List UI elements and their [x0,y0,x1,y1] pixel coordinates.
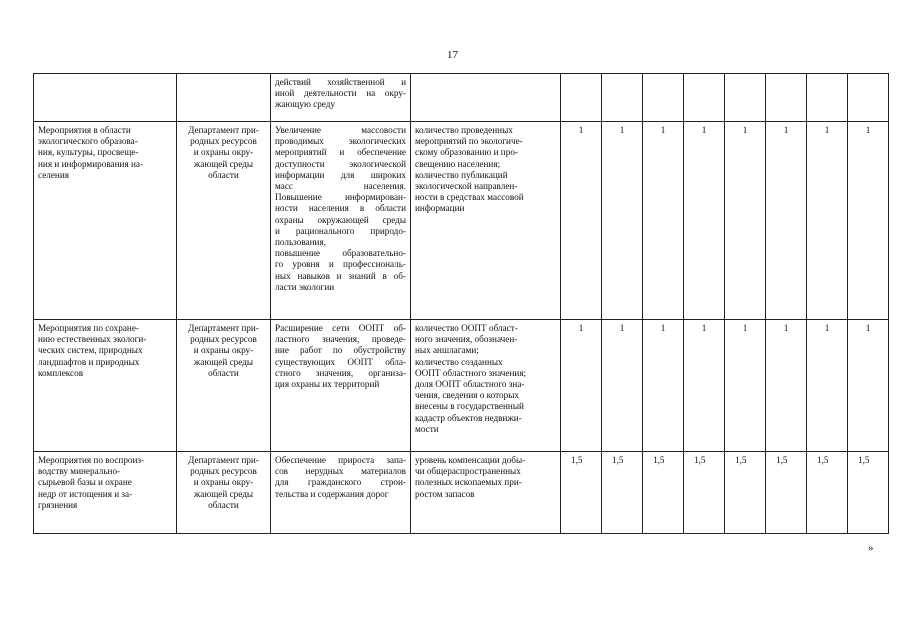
value-cell: 1 [848,320,889,452]
value-cell [807,74,848,122]
value-cell [848,74,889,122]
value-cell [684,74,725,122]
cell-text-line: жающей среды [193,158,254,169]
value-cell: 1 [684,320,725,452]
cell-text-line: ния, культуры, просвеще- [38,147,139,158]
cell-text-line: ных навыков и знаний в об- [275,270,406,281]
value-cell: 1 [766,320,807,452]
cell-text-line: родных ресурсов [190,466,257,477]
value-cell [725,74,766,122]
cell-text-line: нию естественных экологи- [38,334,147,345]
table-row [34,452,889,534]
cell-text-line: информации [415,203,465,214]
activity-cell [34,122,177,320]
cell-text-line: доля ООПТ областного зна- [415,379,525,390]
executor-cell [177,74,271,122]
result-cell [271,320,411,452]
activity-cell [34,74,177,122]
value-cell: 1 [561,320,602,452]
result-cell [271,74,411,122]
cell-text-line: экологической направлен- [415,181,518,192]
executor-cell [177,122,271,320]
cell-text-line: Департамент при- [188,455,259,465]
cell-text-line: комплексов [38,367,84,378]
cell-text-line: ческих систем, природных [38,345,143,356]
indicator-cell [411,122,561,320]
value-cell: 1 [602,320,643,452]
cell-text-line: области [208,499,239,510]
result-cell [271,452,411,534]
cell-text-line: ласти экологии [275,281,335,292]
cell-text-line: повышение образовательно- [275,248,406,259]
table-row [34,122,889,320]
cell-text-line: ландшафтов и природных [38,356,140,367]
value-cell: 1 [848,122,889,320]
cell-text-line: мости [415,423,439,434]
cell-text-line: Расширение сети ООПТ об- [275,323,406,333]
cell-text-line: ластного значения, проведе- [275,334,406,345]
cell-text-line: области [208,367,239,378]
executor-cell [177,452,271,534]
cell-text-line: чения, сведения о которых [415,390,519,401]
cell-text-line: количество созданных [415,356,503,367]
cell-text-line: существующих ООПТ обла- [275,356,406,367]
value-cell: 1 [643,320,684,452]
indicator-cell [411,74,561,122]
cell-text-line: свещению населения; [415,158,501,169]
cell-text-line: ности в средствах массовой [415,192,524,203]
value-cell [766,74,807,122]
cell-text-line: проводимых экологических [275,136,406,147]
cell-text-line: экологического образова- [38,136,138,147]
result-cell [271,122,411,320]
cell-text-line: иной деятельности на окру- [275,88,406,99]
cell-text-line: и охраны окру- [193,477,254,488]
cell-text-line: ного значения, обозначен- [415,334,518,345]
cell-text-line: Департамент при- [188,125,259,135]
value-cell: 1,5 [766,452,807,534]
cell-text-line: родных ресурсов [190,334,257,345]
value-cell: 1 [766,122,807,320]
cell-text-line: родных ресурсов [190,136,257,147]
indicator-cell [411,320,561,452]
cell-text-line: жающей среды [193,356,254,367]
cell-text-line: жающую среду [275,99,336,110]
cell-text-line: Повышение информирован- [275,192,406,203]
cell-text-line: ности населения в области [275,203,406,214]
cell-text-line: скому образованию и про- [415,147,518,158]
executor-cell [177,320,271,452]
value-cell: 1,5 [848,452,889,534]
value-cell: 1,5 [602,452,643,534]
indicator-cell [411,452,561,534]
cell-text-line: селения [38,169,69,180]
cell-text-line: Департамент при- [188,323,259,333]
cell-text-line: доступности экологической [275,158,406,169]
cell-text-line: мероприятий и обеспечение [275,147,406,158]
cell-text-line: количество ООПТ област- [415,323,518,333]
continuation-mark: » [868,542,874,554]
table-row [34,320,889,452]
cell-text-line: полезных ископаемых при- [415,477,522,488]
value-cell: 1,5 [643,452,684,534]
cell-text-line: действий хозяйственной и [275,77,406,87]
cell-text-line: кадастр объектов недвижи- [415,412,522,423]
cell-text-line: масс населения. [275,181,406,192]
cell-text-line: жающей среды [193,488,254,499]
table-body [34,74,889,534]
cell-text-line: Мероприятия в области [38,125,131,135]
value-cell: 1,5 [684,452,725,534]
cell-text-line: Увеличение массовости [275,125,406,135]
cell-text-line: ния и информирования на- [38,158,144,169]
cell-text-line: внесены в государственный [415,401,524,412]
cell-text-line: ООПТ областного значения; [415,367,527,378]
value-cell: 1 [602,122,643,320]
value-cell [561,74,602,122]
cell-text-line: недр от истощения и за- [38,488,133,499]
cell-text-line: ных аншлагами; [415,345,479,356]
cell-text-line: чи общераспространенных [415,466,521,477]
cell-text-line: мероприятий по экологиче- [415,136,523,147]
value-cell: 1 [643,122,684,320]
value-cell: 1,5 [725,452,766,534]
value-cell [643,74,684,122]
cell-text-line: сырьевой базы и охране [38,477,132,488]
cell-text-line: ние работ по обустройству [275,345,406,356]
value-cell: 1 [725,320,766,452]
cell-text-line: области [208,169,239,180]
table-row [34,74,889,122]
cell-text-line: охраны окружающей среды [275,214,406,225]
cell-text-line: ция охраны их территорий [275,379,380,390]
value-cell: 1,5 [561,452,602,534]
cell-text-line: грязнения [38,499,78,510]
cell-text-line: стного значения, организа- [275,367,406,378]
cell-text-line: и рационального природо- [275,225,406,236]
program-activities-table [33,73,889,534]
cell-text-line: уровень компенсации добы- [415,455,526,465]
cell-text-line: Обеспечение прироста запа- [275,455,406,465]
cell-text-line: информации для широких [275,169,406,180]
value-cell [602,74,643,122]
cell-text-line: и охраны окру- [193,345,254,356]
cell-text-line: ростом запасов [415,488,475,499]
cell-text-line: и охраны окру- [193,147,254,158]
value-cell: 1 [561,122,602,320]
value-cell: 1 [807,320,848,452]
cell-text-line: сов нерудных материалов [275,466,406,477]
cell-text-line: количество публикаций [415,169,508,180]
cell-text-line: го уровня и профессиональ- [275,259,406,270]
cell-text-line: пользования, [275,237,326,248]
cell-text-line: тельства и содержания дорог [275,488,389,499]
cell-text-line: количество проведенных [415,125,513,135]
activity-cell [34,320,177,452]
page-number: 17 [447,49,458,61]
value-cell: 1,5 [807,452,848,534]
cell-text-line: для гражданского строи- [275,477,406,488]
cell-text-line: Мероприятия по воспроиз- [38,455,145,465]
cell-text-line: водству минерально- [38,466,121,477]
value-cell: 1 [807,122,848,320]
value-cell: 1 [725,122,766,320]
activity-cell [34,452,177,534]
value-cell: 1 [684,122,725,320]
cell-text-line: Мероприятия по сохране- [38,323,139,333]
